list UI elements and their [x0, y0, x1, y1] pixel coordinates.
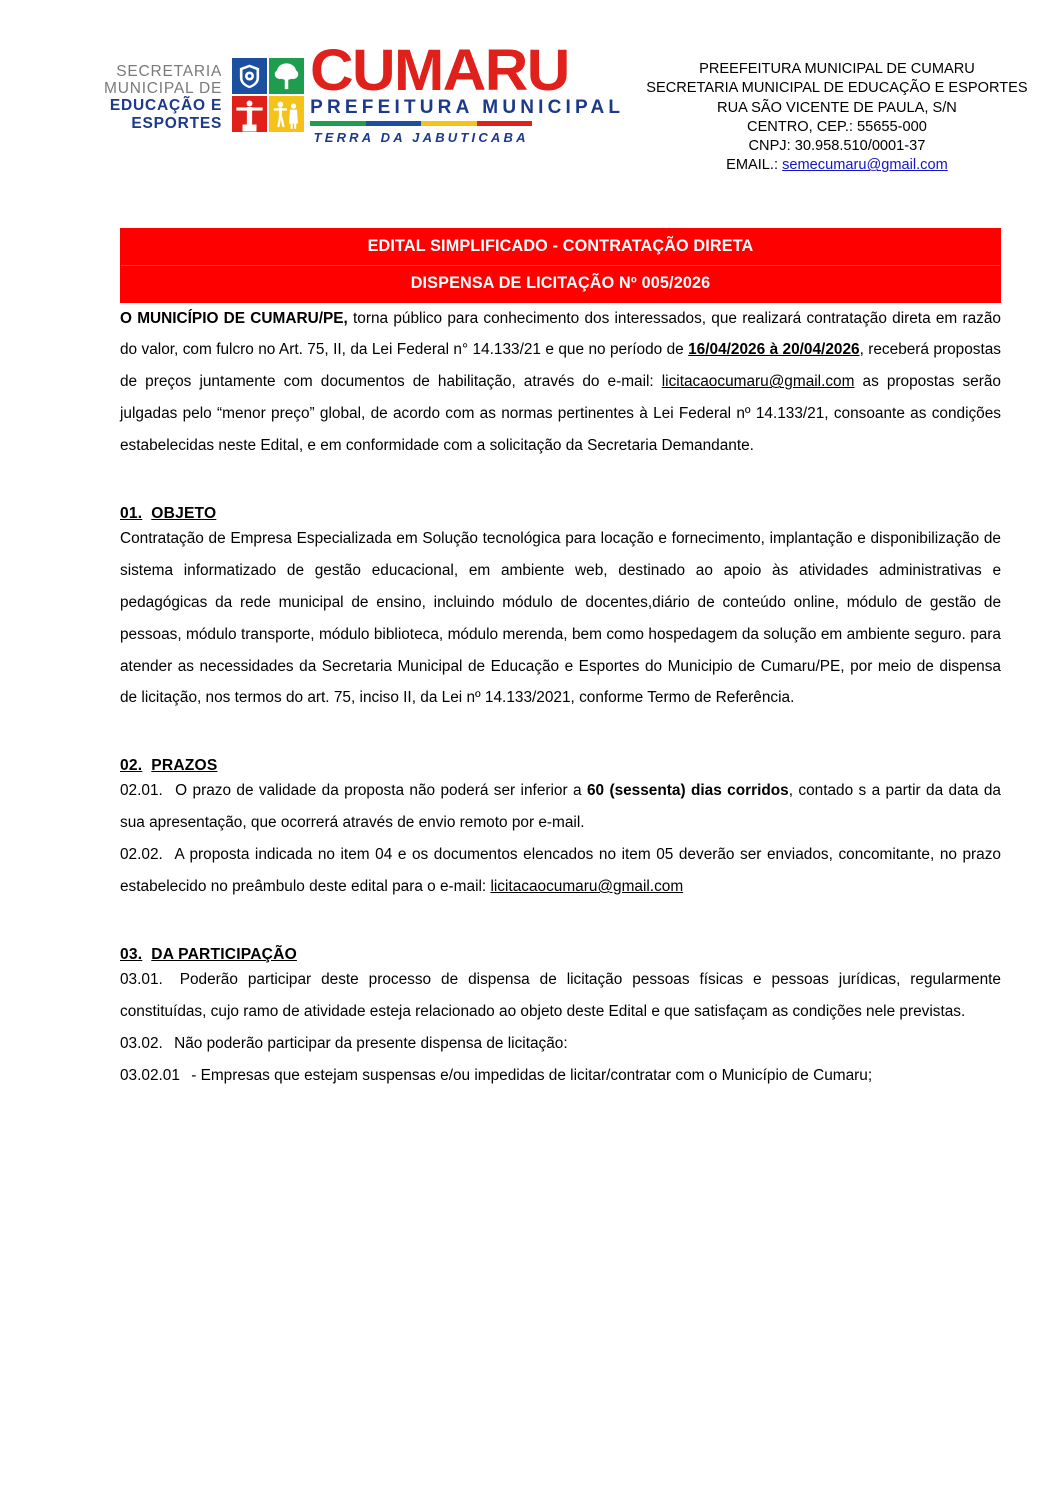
header-email-label: EMAIL.:: [726, 157, 783, 174]
item-02-02: [120, 839, 1001, 903]
logo-line-municipal: MUNICIPAL DE: [104, 80, 223, 98]
section-heading-prazos: [120, 757, 1001, 775]
document-body: [0, 303, 1059, 1092]
section-heading-objeto: [120, 505, 1001, 523]
header-line-email: [646, 156, 1027, 175]
logo-line-secretaria: SECRETARIA: [116, 62, 223, 80]
header-line-cnpj: CNPJ: 30.958.510/0001-37: [748, 138, 926, 154]
item-03-01-label: 03.01.: [120, 970, 163, 988]
item-02-01-label: 02.01.: [120, 782, 163, 800]
logo-subtitle-prefeitura: PREFEITURA MUNICIPAL: [310, 96, 625, 118]
document-header: [0, 0, 1059, 176]
logo-bar-blue: [366, 121, 422, 126]
section-heading-participacao: [120, 946, 1001, 964]
logo-bar-red: [477, 121, 533, 126]
lead-text-1: torna público para conhecimento dos interessados, que realizará contratação direta em razão do valor, com fulcro no Art. 75, II, da Lei Federal n° 14.133/21 e que no período de: [120, 309, 1001, 359]
header-line-centro: CENTRO, CEP.: 55655-000: [747, 118, 927, 135]
item-03-02-01: [120, 1060, 1001, 1092]
institution-logo: [104, 38, 625, 145]
lead-entity: O MUNICÍPIO DE CUMARU/PE,: [120, 309, 348, 327]
item-03-02: [120, 1028, 1001, 1060]
item-03-02-label: 03.02.: [120, 1034, 163, 1052]
logo-tile-grid: [232, 58, 304, 132]
banner-line-edital: EDITAL SIMPLIFICADO - CONTRATAÇÃO DIRETA: [121, 229, 1000, 266]
shield-icon: [232, 58, 267, 94]
lead-text-3: as propostas serão julgadas pelo “menor preço” global, de acordo com as normas pertinentes à Lei Federal nº 14.133/21, consoante as condições estabelecidas neste Edital, e em conformidade com a solicitação da Secretaria Demandante.: [120, 373, 1001, 455]
logo-bar-green: [310, 121, 366, 126]
section-01-body: Contratação de Empresa Especializada em Solução tecnológica para locação e fornecimento, implantação e disponibilização de sistema informatizado de gestão educacional, em ambiente web, destinado ao apoio às atividades administrativas e pedagógicas da rede municipal de ensino, incluindo módulo de docentes,diário de conteúdo online, módulo de gestão de pessoas, módulo transporte, módulo biblioteca, módulo merenda, bem como hospedagem da solução em ambiente seguro. para atender as necessidades da Secretaria Municipal de Educação e Esportes do Municipio de Cumaru/PE, por meio de dispensa de licitação, nos termos do art. 75, inciso II, da Lei nº 14.133/2021, conforme Termo de Referência.: [120, 529, 1001, 707]
item-02-01-bold: 60 (sessenta) dias corridos: [586, 782, 789, 800]
tree-icon: [269, 58, 304, 94]
item-03-02-text: Não poderão participar da presente dispensa de licitação:: [169, 1034, 568, 1052]
logo-department-text: [104, 59, 230, 132]
logo-color-bars: [310, 121, 532, 126]
item-02-02-label: 02.02.: [120, 846, 163, 864]
item-03-02-01-text: - Empresas que estejam suspensas e/ou impedidas de licitar/contratar com o Município de Cumaru;: [186, 1066, 873, 1084]
banner-line-dispensa: DISPENSA DE LICITAÇÃO Nº 005/2026: [410, 273, 711, 292]
logo-line-esportes: ESPORTES: [131, 114, 223, 132]
item-02-02-text-1: A proposta indicada no item 04 e os documentos elencados no item 05 deverão ser enviados, concomitante, no prazo estabelecido no preâmbulo deste edital para o e-mail:: [120, 846, 1001, 895]
item-03-01-text: Poderão participar deste processo de dispensa de licitação pessoas físicas e pessoas jurídicas, regularmente constituídas, cujo ramo de atividade esteja relacionado ao objeto deste Edital e que satisfaçam as condições nele previstas.: [120, 970, 1001, 1020]
lead-period: 16/04/2026 à 20/04/2026: [688, 341, 860, 359]
header-email-link[interactable]: semecumaru@gmail.com: [782, 157, 948, 174]
edital-title-banner: [120, 228, 1001, 303]
item-02-01: [120, 775, 1001, 839]
lead-text-2: , receberá propostas de preços juntamente com documentos de habilitação, através do e-mail:: [120, 341, 1001, 391]
item-03-01: [120, 964, 1001, 1028]
header-address-block: [624, 46, 1027, 176]
logo-tagline: TERRA DA JABUTICABA: [313, 129, 529, 145]
section-number-01: 01.: [120, 504, 143, 522]
logo-bar-yellow: [421, 121, 477, 126]
header-line-prefeitura: PREEFEITURA MUNICIPAL DE CUMARU: [699, 61, 975, 77]
two-figures-icon: [269, 96, 304, 132]
logo-wordmark-cumaru: CUMARU: [310, 38, 569, 103]
lead-email-link[interactable]: licitacaocumaru@gmail.com: [661, 373, 855, 391]
section-title-prazos: PRAZOS: [151, 757, 218, 775]
section-number-03: 03.: [120, 945, 143, 963]
header-line-rua: RUA SÃO VICENTE DE PAULA, S/N: [717, 99, 957, 116]
logo-wordmark: [310, 38, 625, 145]
logo-line-educacao: EDUCAÇÃO E: [109, 97, 223, 115]
christ-statue-icon: [232, 96, 267, 132]
item-03-02-01-label: 03.02.01: [120, 1066, 180, 1084]
lead-paragraph: [120, 303, 1001, 462]
item-02-01-text-1: O prazo de validade da proposta não poderá ser inferior a: [169, 782, 587, 800]
section-title-participacao: DA PARTICIPAÇÃO: [151, 945, 297, 963]
section-title-objeto: OBJETO: [151, 504, 217, 522]
item-02-02-email-link[interactable]: licitacaocumaru@gmail.com: [490, 877, 684, 895]
item-02-01-text-2: , contado s a partir da data da sua apresentação, que ocorrerá através de envio remoto por e-mail.: [120, 782, 1001, 832]
section-number-02: 02.: [120, 757, 143, 775]
header-line-secretaria: SECRETARIA MUNICIPAL DE EDUCAÇÃO E ESPORTES: [646, 80, 1028, 97]
